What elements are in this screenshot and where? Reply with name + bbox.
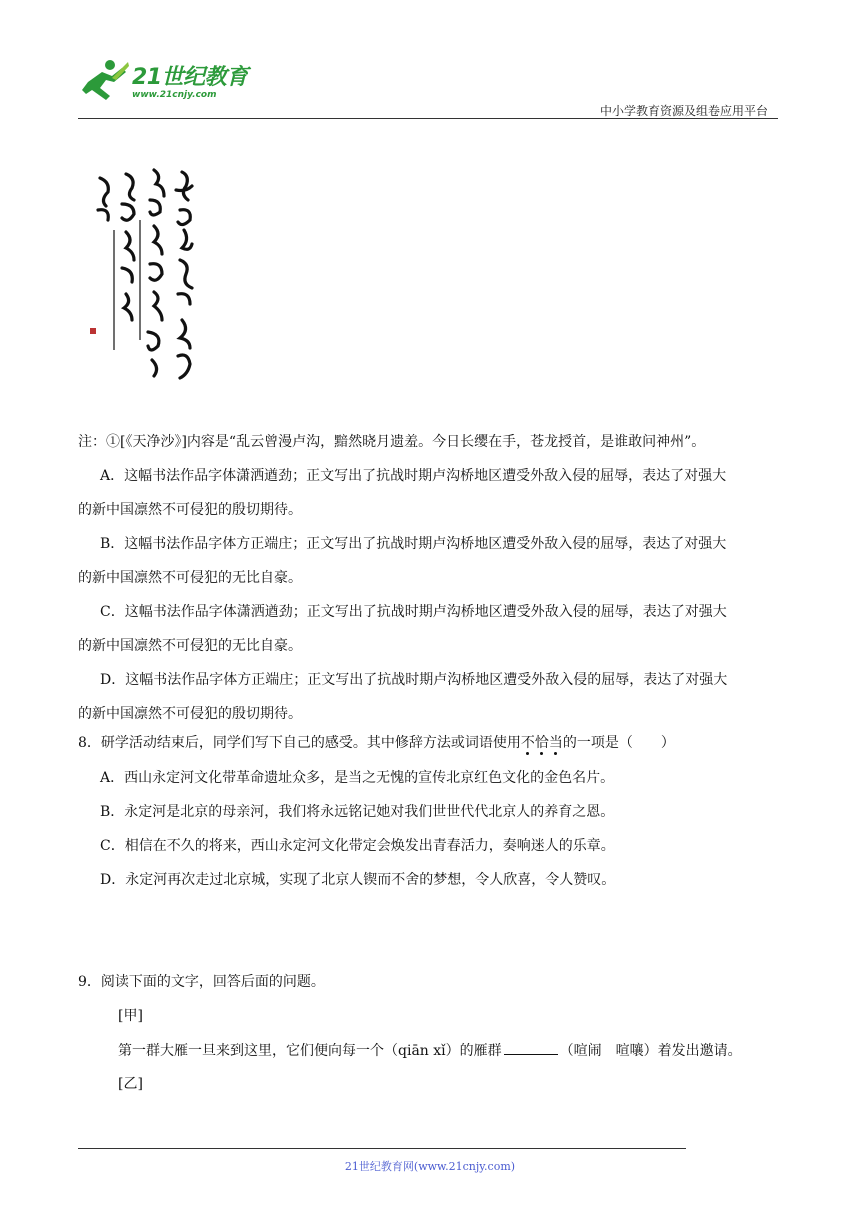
q8-emphasis-3: 当 (548, 735, 563, 751)
q9-line-before: 第一群大雁一旦来到这里，它们便向每一个（qiān xǐ）的雁群 (118, 1043, 502, 1059)
q7-option-a-line2: 的新中国凛然不可侵犯的殷切期待。 (78, 502, 302, 518)
q7-option-d-line1: D．这幅书法作品字体方正端庄；正文写出了抗战时期卢沟桥地区遭受外敌入侵的屈辱，表达了对强大 (100, 672, 728, 688)
q9-line-after: （喧闹 喧嚷）着发出邀请。 (559, 1043, 742, 1059)
q8-emphasis-1: 不 (520, 735, 535, 751)
q9-label-jia: [甲] (118, 1008, 143, 1024)
site-logo (82, 58, 262, 106)
q8-option-d: D．永定河再次走过北京城，实现了北京人锲而不舍的梦想，令人欣喜，令人赞叹。 (100, 872, 616, 888)
calligraphy-image (90, 160, 210, 410)
q8-stem-before: 8．研学活动结束后，同学们写下自己的感受。其中修辞方法或词语使用 (78, 735, 521, 751)
q7-option-a-line1: A．这幅书法作品字体潇洒遒劲；正文写出了抗战时期卢沟桥地区遭受外敌入侵的屈辱，表达了对强大 (100, 468, 727, 484)
q8-emphasis-2: 恰 (534, 735, 549, 751)
note-text: 注：①[《天净沙》]内容是“乱云曾漫卢沟，黯然晓月遗羞。今日长缨在手，苍龙授首，是谁敢问神州”。 (78, 434, 706, 450)
platform-label: 中小学教育资源及组卷应用平台 (599, 104, 768, 118)
logo-title: 21世纪教育 (132, 65, 248, 90)
header-divider (78, 118, 778, 119)
q8-stem (78, 733, 675, 753)
q9-label-yi: [乙] (118, 1076, 143, 1092)
runner-logo-icon (82, 58, 130, 102)
q7-option-b-line1: B．这幅书法作品字体方正端庄；正文写出了抗战时期卢沟桥地区遭受外敌入侵的屈辱，表达了对强大 (100, 536, 727, 552)
q7-option-d-line2: 的新中国凛然不可侵犯的殷切期待。 (78, 706, 302, 722)
q9-passage-line (118, 1040, 742, 1061)
q8-option-a: A．西山永定河文化带革命遗址众多，是当之无愧的宣传北京红色文化的金色名片。 (100, 770, 615, 786)
footer-divider (78, 1148, 686, 1149)
q9-answer-blank[interactable] (504, 1040, 558, 1055)
q8-option-b: B．永定河是北京的母亲河，我们将永远铭记她对我们世世代代北京人的养育之恩。 (100, 804, 615, 820)
footer-link[interactable]: 21世纪教育网(www.21cnjy.com) (344, 1160, 516, 1173)
q9-stem: 9．阅读下面的文字，回答后面的问题。 (78, 974, 325, 990)
q7-option-c-line2: 的新中国凛然不可侵犯的无比自豪。 (78, 638, 302, 654)
q8-option-c: C．相信在不久的将来，西山永定河文化带定会焕发出青春活力，奏响迷人的乐章。 (100, 838, 615, 854)
q7-option-b-line2: 的新中国凛然不可侵犯的无比自豪。 (78, 570, 302, 586)
logo-url: www.21cnjy.com (132, 90, 217, 100)
q7-option-c-line1: C．这幅书法作品字体潇洒遒劲；正文写出了抗战时期卢沟桥地区遭受外敌入侵的屈辱，表达了对强大 (100, 604, 727, 620)
q8-stem-after: 的一项是（ ） (562, 735, 675, 751)
